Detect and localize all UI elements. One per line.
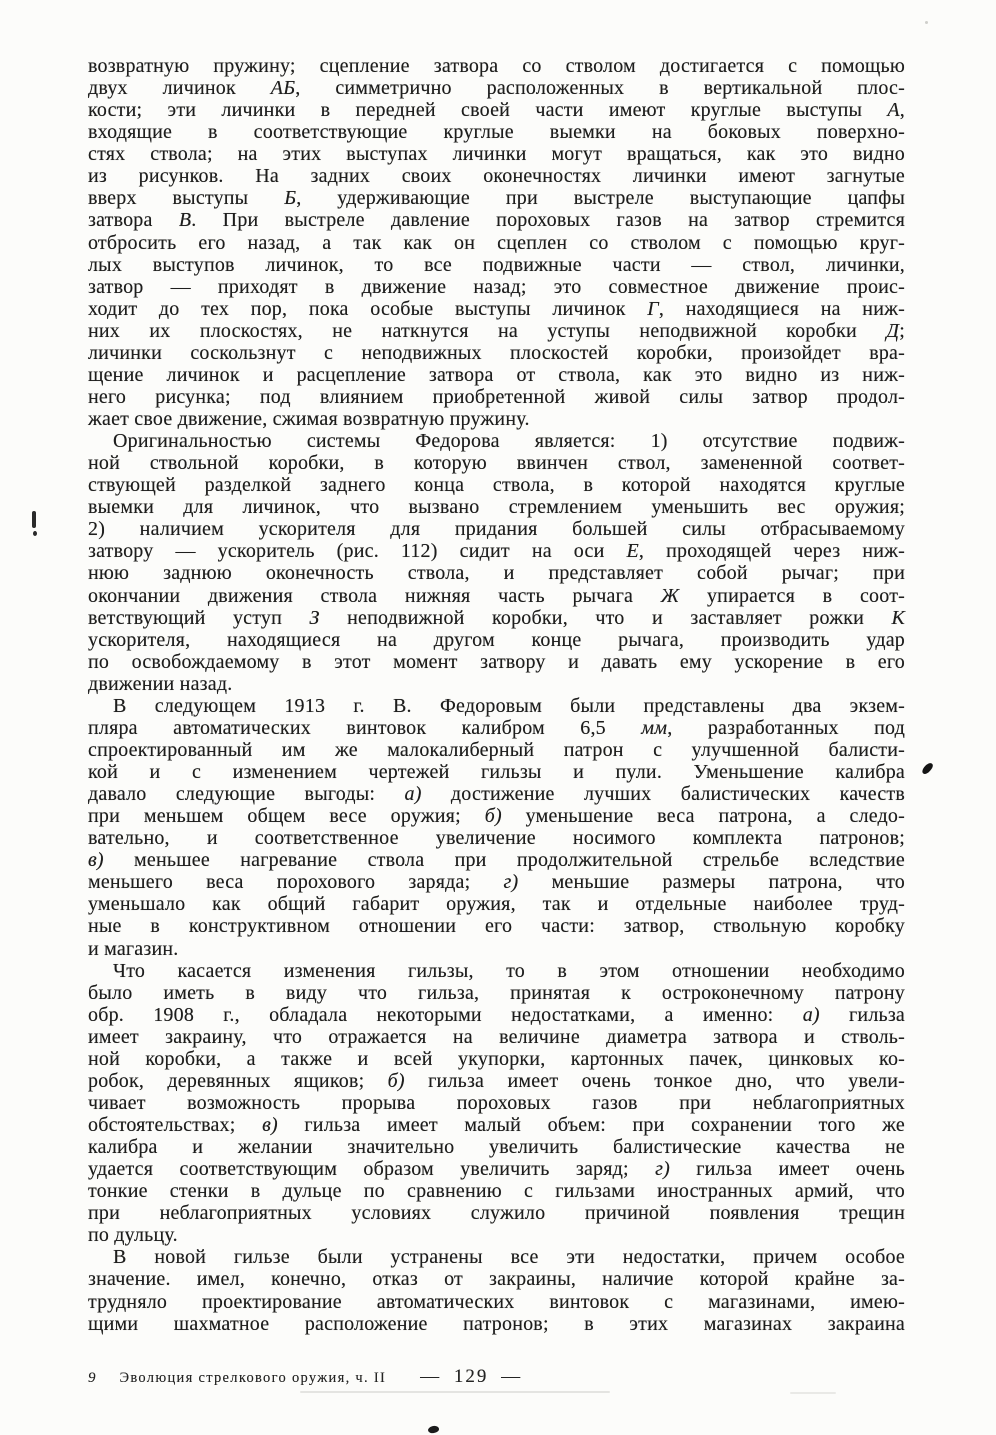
figure-reference: К xyxy=(891,606,905,629)
text-line: значение. имел, конечно, отказ от закраины, наличие которой крайне за- xyxy=(88,1268,905,1291)
figure-reference: Е xyxy=(626,540,639,563)
text-line: кой и с изменением чертежей гильзы и пули. Уменьшение калибра xyxy=(88,761,905,783)
paragraph xyxy=(88,1246,905,1334)
ink-blot-right-artifact xyxy=(921,761,935,776)
text-line: затвор — приходят в движение назад; это совместное движение проис- xyxy=(88,275,905,298)
text-line: чивает возможность прорыва пороховых газов при неблагоприятных xyxy=(88,1091,905,1114)
figure-reference: мм xyxy=(641,716,668,739)
text-line: вверх выступы Б, удерживающие при выстреле выступающие цапфы xyxy=(88,187,906,210)
scan-smudge-artifact xyxy=(790,1392,836,1394)
text-line: имеет закраину, что отражается на величине диаметра затвора и стволь- xyxy=(88,1025,905,1048)
text-line: по освобождаемому в этот момент затвору и давать ему ускорение в его xyxy=(88,650,905,673)
paragraph xyxy=(88,695,905,960)
text-line: В новой гильзе были устранены все эти недостатки, причем особое xyxy=(113,1246,905,1269)
text-line: обр. 1908 г., обладала некоторыми недостатками, а именно: а) гильза xyxy=(88,1003,905,1026)
figure-reference: А xyxy=(887,99,900,122)
text-line: ной коробки, а также и всей укупорки, картонных пачек, цинковых ко- xyxy=(88,1047,905,1070)
body-text xyxy=(88,55,905,1335)
text-line: 2) наличием ускорителя для придания большей силы отбрасываемому xyxy=(88,518,905,541)
text-line: возвратную пружину; сцепление затвора со стволом достигается с помощью xyxy=(88,55,905,77)
page-number: — 129 — xyxy=(420,1366,523,1387)
figure-reference: Д xyxy=(886,319,900,342)
text-line: меньшего веса порохового заряда; г) меньшие размеры патрона, что xyxy=(88,871,906,894)
text-line: щение личинок и расцепление затвора от ствола, как это видно из ниж- xyxy=(88,363,905,386)
text-line: ходит до тех пор, пока особые выступы личинок Г, находящиеся на ниж- xyxy=(88,297,905,320)
footer-series-title: Эволюция стрелкового оружия, ч. II xyxy=(119,1370,387,1386)
margin-exclamation-dot-artifact xyxy=(33,531,37,536)
ink-blot-bottom-artifact xyxy=(427,1425,439,1435)
text-line: Что касается изменения гильзы, то в этом отношении необходимо xyxy=(113,959,905,982)
paragraph xyxy=(88,430,905,695)
figure-reference: б) xyxy=(387,1069,405,1092)
figure-reference: В xyxy=(178,209,192,232)
text-line: при неблагоприятных условиях служило причиной появления трещин xyxy=(88,1202,905,1225)
figure-reference: г) xyxy=(503,871,519,894)
text-line: личинки соскользнут с неподвижных плоскостей коробки, произойдет вра- xyxy=(88,341,905,364)
text-line: было иметь в виду что гильза, принятая к остроконечному патрону xyxy=(88,981,905,1004)
text-line: лых выступов личинок, то все подвижные части — ствол, личинки, xyxy=(88,253,905,276)
text-line: удается соответствующим образом увеличить заряд; г) гильза имеет очень xyxy=(88,1158,905,1181)
text-line: вательно, и соответственное увеличение носимого комплекта патронов; xyxy=(88,827,905,850)
text-line: двух личинок АБ, симметрично расположенных в вертикальной плос- xyxy=(88,77,905,100)
text-line: щими шахматное расположение патронов; в этих магазинах закраина xyxy=(88,1312,905,1335)
text-line: из рисунков. На задних своих оконечностях личинки имеют загнутые xyxy=(88,165,905,188)
figure-reference: б) xyxy=(484,805,502,828)
text-line: пляра автоматических винтовок калибром 6,5 мм, разработанных под xyxy=(88,716,905,739)
text-line: калибра и желании значительно увеличить балистические качества не xyxy=(88,1136,905,1159)
text-line: трудняло проектирование автоматических винтовок с магазинами, имею- xyxy=(88,1290,905,1313)
text-line: окончании движения ствола нижняя часть рычага Ж упирается в соот- xyxy=(88,584,905,607)
paragraph xyxy=(88,960,905,1247)
figure-reference: Ж xyxy=(660,584,680,607)
text-line: кости; эти личинки в передней своей части имеют круглые выступы А, xyxy=(88,99,905,122)
text-line: робок, деревянных ящиков; б) гильза имеет очень тонкое дно, что увели- xyxy=(88,1069,906,1092)
text-line: спроектированный им же малокалиберный патрон с улучшенной балисти- xyxy=(88,738,905,761)
figure-reference: Г xyxy=(647,297,659,320)
text-line: выемки для личинок, что вызвано стремлением уменьшить вес оружия; xyxy=(88,496,905,519)
text-line: обстоятельствах; в) гильза имеет малый объем: при сохранении того же xyxy=(88,1114,905,1136)
text-line: стях ствола; на этих выступах личинки могут вращаться, как это видно xyxy=(88,143,905,166)
text-line: них их плоскостях, не наткнутся на уступы неподвижной коробки Д; xyxy=(88,319,905,342)
text-line: Оригинальностью системы Федорова является: 1) отсутствие подвиж- xyxy=(113,430,905,453)
text-line: движении назад. xyxy=(88,672,233,695)
text-line: по дульцу. xyxy=(88,1224,178,1247)
text-line: В следующем 1913 г. В. Федоровым были представлены два экзем- xyxy=(113,694,905,717)
figure-reference: АБ xyxy=(270,77,296,100)
signature-mark: 9 xyxy=(88,1370,96,1386)
text-line: ускорителя, находящиеся на другом конце рычага, производить удар xyxy=(88,628,905,651)
margin-exclamation-artifact xyxy=(32,511,36,528)
text-line: ной ствольной коробки, в которую ввинчен ствол, замененной соответ- xyxy=(88,452,905,475)
text-line: ные в конструктивном отношении его части: затвор, ствольную коробку xyxy=(88,915,905,938)
page-footer xyxy=(88,1366,905,1388)
text-line: жает свое движение, сжимая возвратную пружину. xyxy=(88,408,530,430)
figure-reference: З xyxy=(309,606,320,629)
text-line: при меньшем общем весе оружия; б) уменьшение веса патрона, а следо- xyxy=(88,805,905,828)
figure-reference: в) xyxy=(88,849,104,872)
text-line: давало следующие выгоды: а) достижение лучших балистических качеств xyxy=(88,783,905,806)
text-line: затвору — ускоритель (рис. 112) сидит на оси Е, проходящей через ниж- xyxy=(88,540,905,563)
text-line: и магазин. xyxy=(88,937,179,960)
figure-reference: г) xyxy=(655,1158,670,1181)
figure-reference: Б xyxy=(284,187,297,210)
text-line: входящие в соответствующие круглые выемки на боковых поверхно- xyxy=(88,121,905,144)
figure-reference: в) xyxy=(262,1114,278,1136)
text-line: ветствующий уступ З неподвижной коробки, что и заставляет рожки К xyxy=(88,606,905,629)
text-line: тонкие стенки в дульце по сравнению с гильзами иностранных армий, что xyxy=(88,1180,905,1203)
text-line: него рисунка; под влиянием приобретенной живой силы затвор продол- xyxy=(88,385,905,408)
text-line: затвора В. При выстреле давление пороховых газов на затвор стремится xyxy=(88,209,905,232)
text-line: нюю заднюю оконечность ствола, и представляет собой рычаг; при xyxy=(88,562,905,585)
paragraph xyxy=(88,55,905,430)
figure-reference: а) xyxy=(802,1003,820,1026)
text-line: отбросить его назад, а так как он сцеплен со стволом с помощью круг- xyxy=(88,231,905,254)
scan-smudge-artifact xyxy=(300,1391,610,1393)
text-line: в) меньшее нагревание ствола при продолжительной стрельбе вследствие xyxy=(88,849,905,872)
figure-reference: а) xyxy=(404,783,422,806)
text-line: ствующей разделкой заднего конца ствола, в которой находятся круглые xyxy=(88,474,905,497)
text-line: уменьшало как общий габарит оружия, так и отдельные наиболее труд- xyxy=(88,893,905,916)
scan-dot-artifact xyxy=(925,21,928,24)
